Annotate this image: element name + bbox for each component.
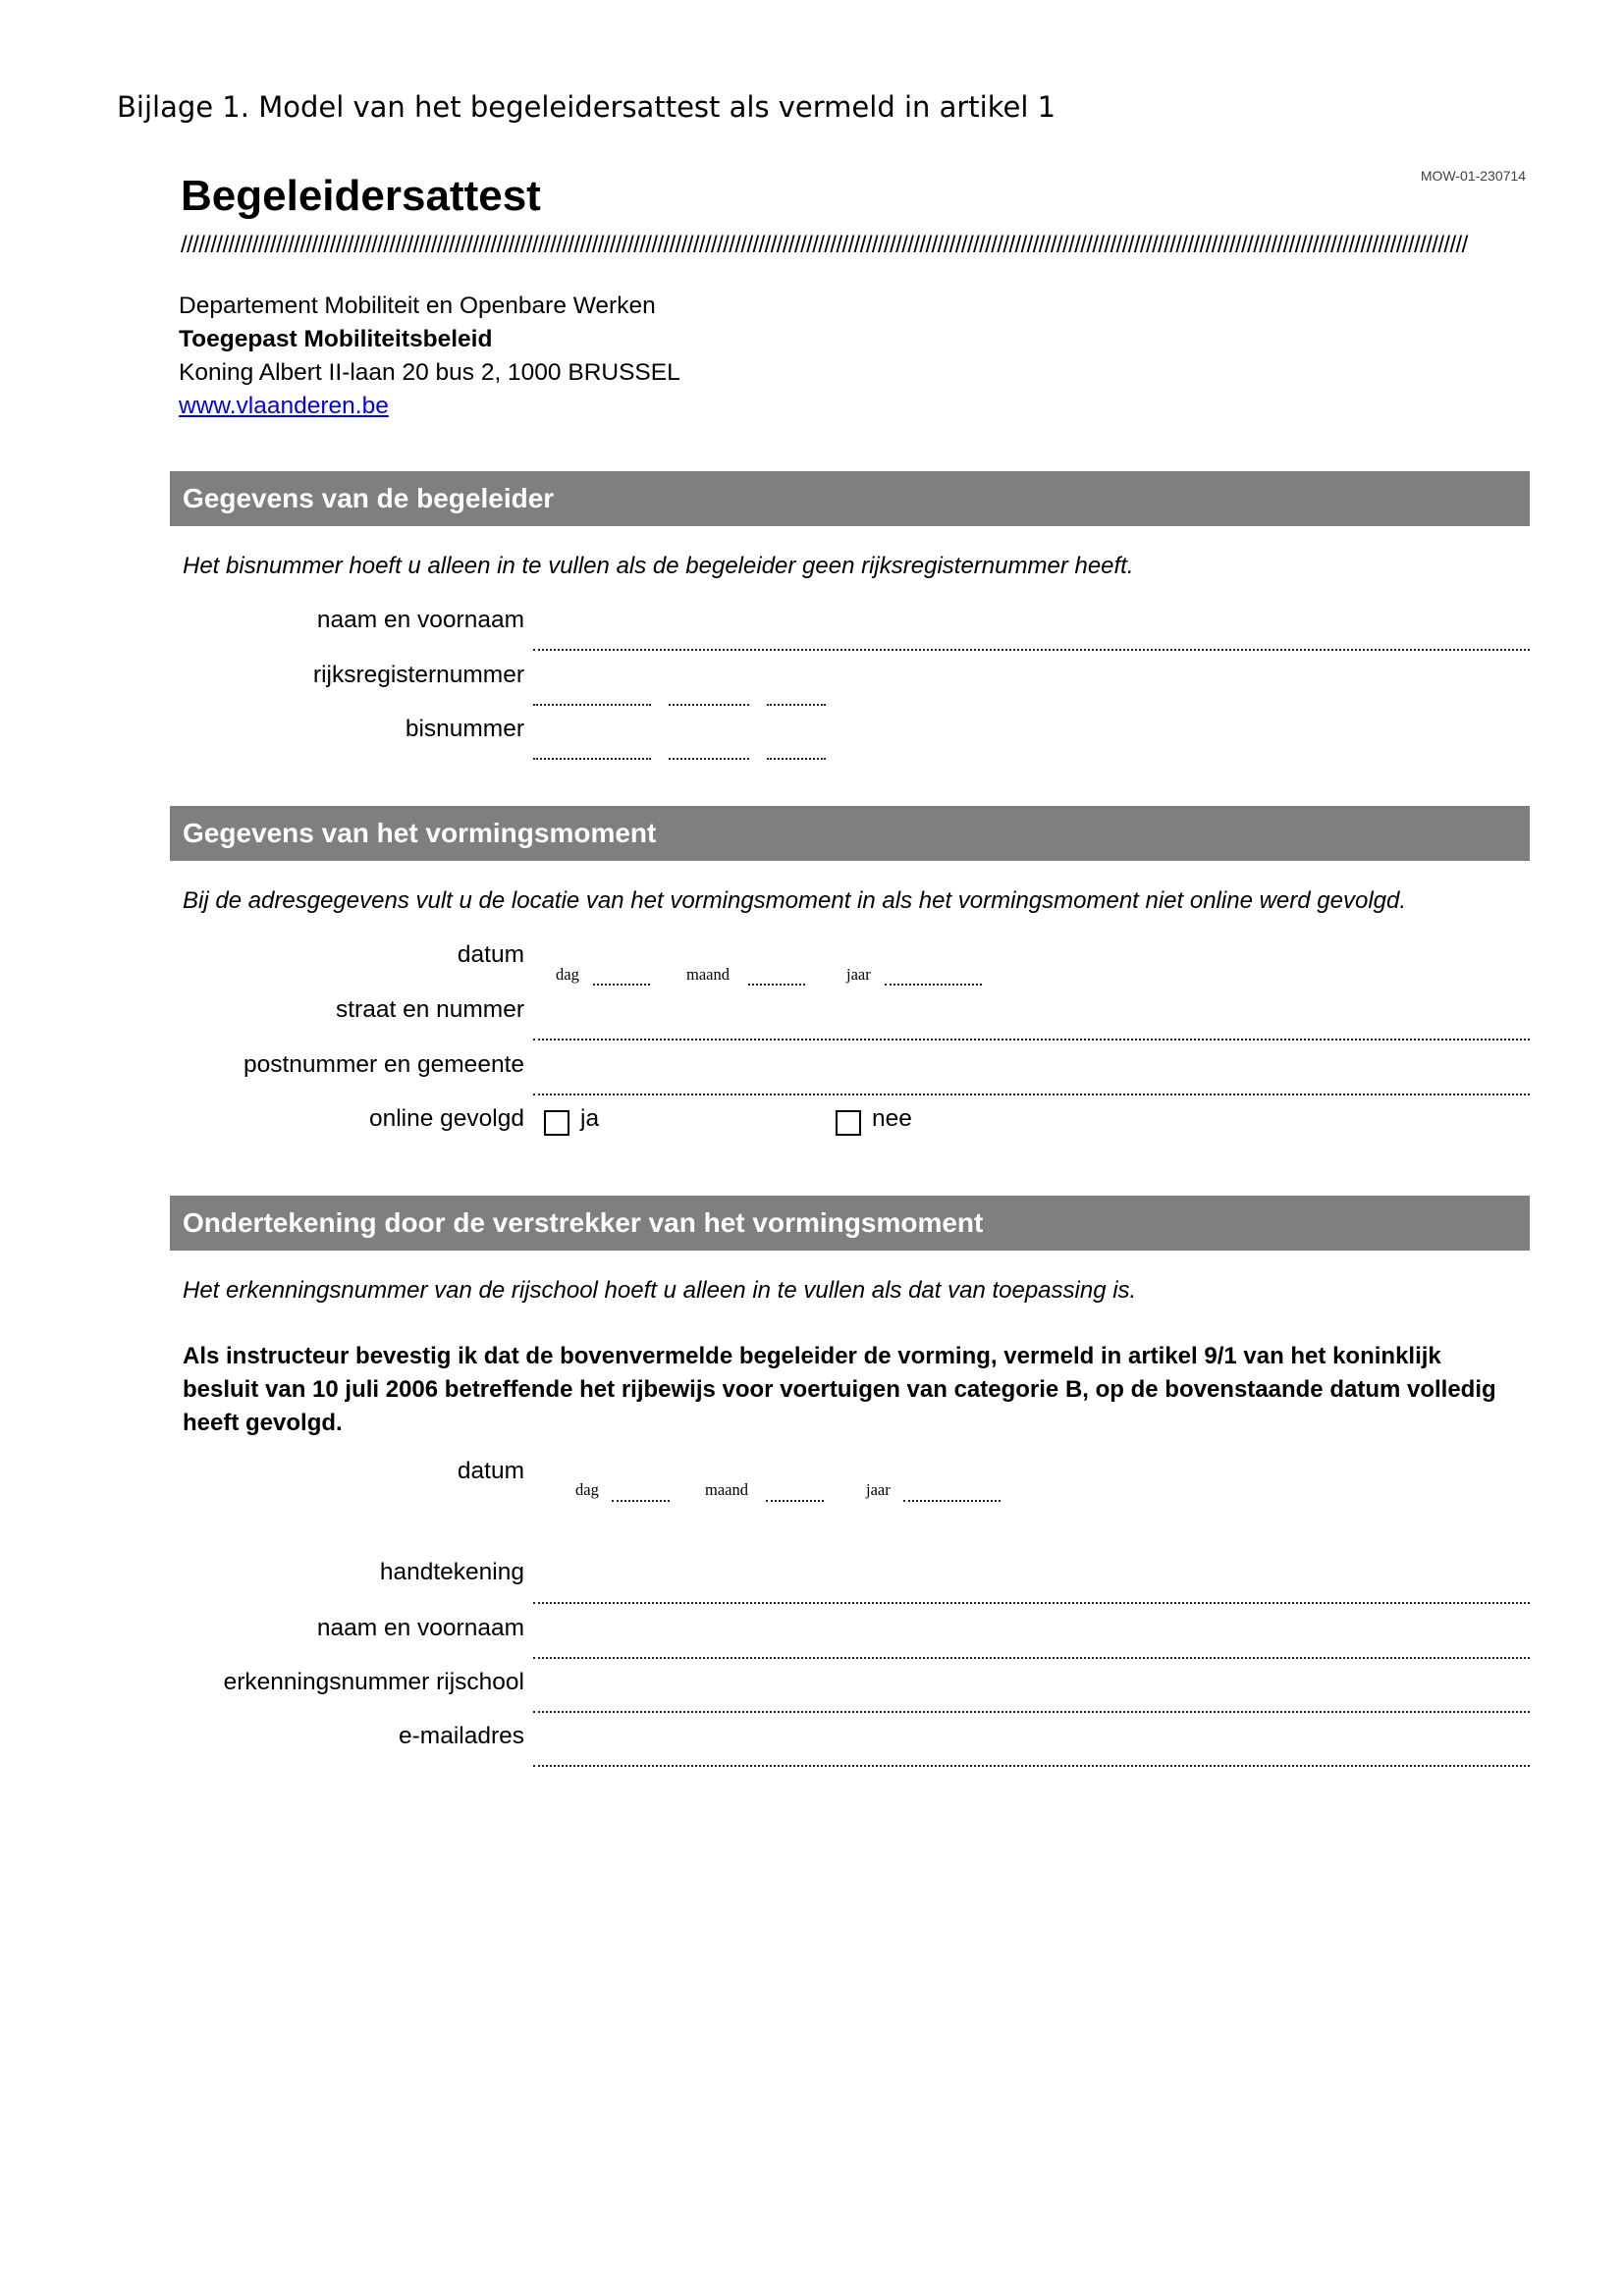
section-note: Het bisnummer hoeft u alleen in te vullen als de begeleider geen rijksregisternummer heeft.	[183, 553, 1134, 579]
date-day-label: dag	[556, 965, 579, 984]
division-name: Toegepast Mobiliteitsbeleid	[179, 326, 493, 352]
online-no-checkbox[interactable]	[836, 1110, 861, 1136]
date-month-input[interactable]	[766, 1500, 824, 1502]
online-no-label: nee	[872, 1105, 912, 1132]
date-day-label: dag	[575, 1480, 599, 1499]
date-year-label: jaar	[866, 1480, 891, 1499]
section-title: Ondertekening door de verstrekker van het vormingsmoment	[183, 1207, 984, 1238]
page-caption: Bijlage 1. Model van het begeleidersattest als vermeld in artikel 1	[117, 90, 1056, 124]
field-label-name: naam en voornaam	[316, 607, 524, 633]
field-label-datum: datum	[457, 1458, 524, 1484]
instructor-name-input-line[interactable]	[533, 1657, 1530, 1659]
date-year-input[interactable]	[885, 984, 982, 986]
field-label-email: e-mailadres	[399, 1723, 524, 1749]
section-note: Het erkenningsnummer van de rijschool hoeft u alleen in te vullen als dat van toepassing is.	[183, 1277, 1137, 1304]
postal-input-line[interactable]	[533, 1094, 1530, 1095]
name-input-line[interactable]	[533, 649, 1530, 651]
section-note: Bij de adresgegevens vult u de locatie van het vormingsmoment in als het vormingsmoment niet online werd gevolgd.	[183, 887, 1407, 914]
date-year-input[interactable]	[903, 1500, 1001, 1502]
field-label-name: naam en voornaam	[316, 1615, 524, 1641]
field-label-straat: straat en nummer	[336, 996, 524, 1023]
online-yes-checkbox[interactable]	[544, 1110, 569, 1136]
date-day-input[interactable]	[612, 1500, 670, 1502]
bis-input-part1[interactable]	[533, 758, 651, 760]
field-label-postnummer: postnummer en gemeente	[244, 1051, 524, 1078]
field-label-bisnummer: bisnummer	[405, 716, 524, 742]
signature-input-line[interactable]	[533, 1602, 1530, 1604]
street-input-line[interactable]	[533, 1039, 1530, 1041]
section-title: Gegevens van de begeleider	[183, 483, 555, 513]
department-name: Departement Mobiliteit en Openbare Werken	[179, 293, 656, 319]
document-code: MOW-01-230714	[1420, 168, 1526, 184]
field-label-online: online gevolgd	[368, 1105, 524, 1132]
date-year-label: jaar	[846, 965, 871, 984]
rrn-input-part3[interactable]	[767, 704, 826, 706]
date-month-label: maand	[686, 965, 730, 984]
field-label-datum: datum	[457, 941, 524, 968]
date-day-input[interactable]	[593, 984, 650, 986]
school-number-input-line[interactable]	[533, 1711, 1530, 1713]
section-header-vormingsmoment	[170, 806, 1530, 861]
section-header-ondertekening	[170, 1196, 1530, 1251]
document-title: Begeleidersattest	[181, 172, 541, 220]
field-label-rijksregisternummer: rijksregisternummer	[312, 662, 524, 688]
section-header-begeleider	[170, 471, 1530, 526]
section-title: Gegevens van het vormingsmoment	[183, 818, 657, 848]
rrn-input-part2[interactable]	[669, 704, 749, 706]
website-link[interactable]: www.vlaanderen.be	[179, 393, 389, 419]
date-month-label: maand	[705, 1480, 748, 1499]
instructor-statement: Als instructeur bevestig ik dat de bovenvermelde begeleider de vorming, vermeld in artikel 9/1 van het koninklijk besluit van 10 juli 2006 betreffende het rijbewijs voor voertuigen van categorie B, op de bovenstaande datum volledig heeft gevolgd.	[183, 1343, 1496, 1436]
field-label-handtekening: handtekening	[379, 1559, 524, 1585]
title-divider: ////////////////////////////////////////////////////////////////////////////////////////////////////////////////////////////////////////////////////////////////////////////////////////////////////////////////////////	[181, 232, 1468, 258]
postal-address: Koning Albert II-laan 20 bus 2, 1000 BRUSSEL	[179, 359, 680, 386]
field-label-erkenningsnummer: erkenningsnummer rijschool	[223, 1669, 524, 1695]
email-input-line[interactable]	[533, 1765, 1530, 1767]
bis-input-part3[interactable]	[767, 758, 826, 760]
bis-input-part2[interactable]	[669, 758, 749, 760]
date-month-input[interactable]	[748, 984, 805, 986]
online-yes-label: ja	[580, 1105, 600, 1132]
rrn-input-part1[interactable]	[533, 704, 651, 706]
